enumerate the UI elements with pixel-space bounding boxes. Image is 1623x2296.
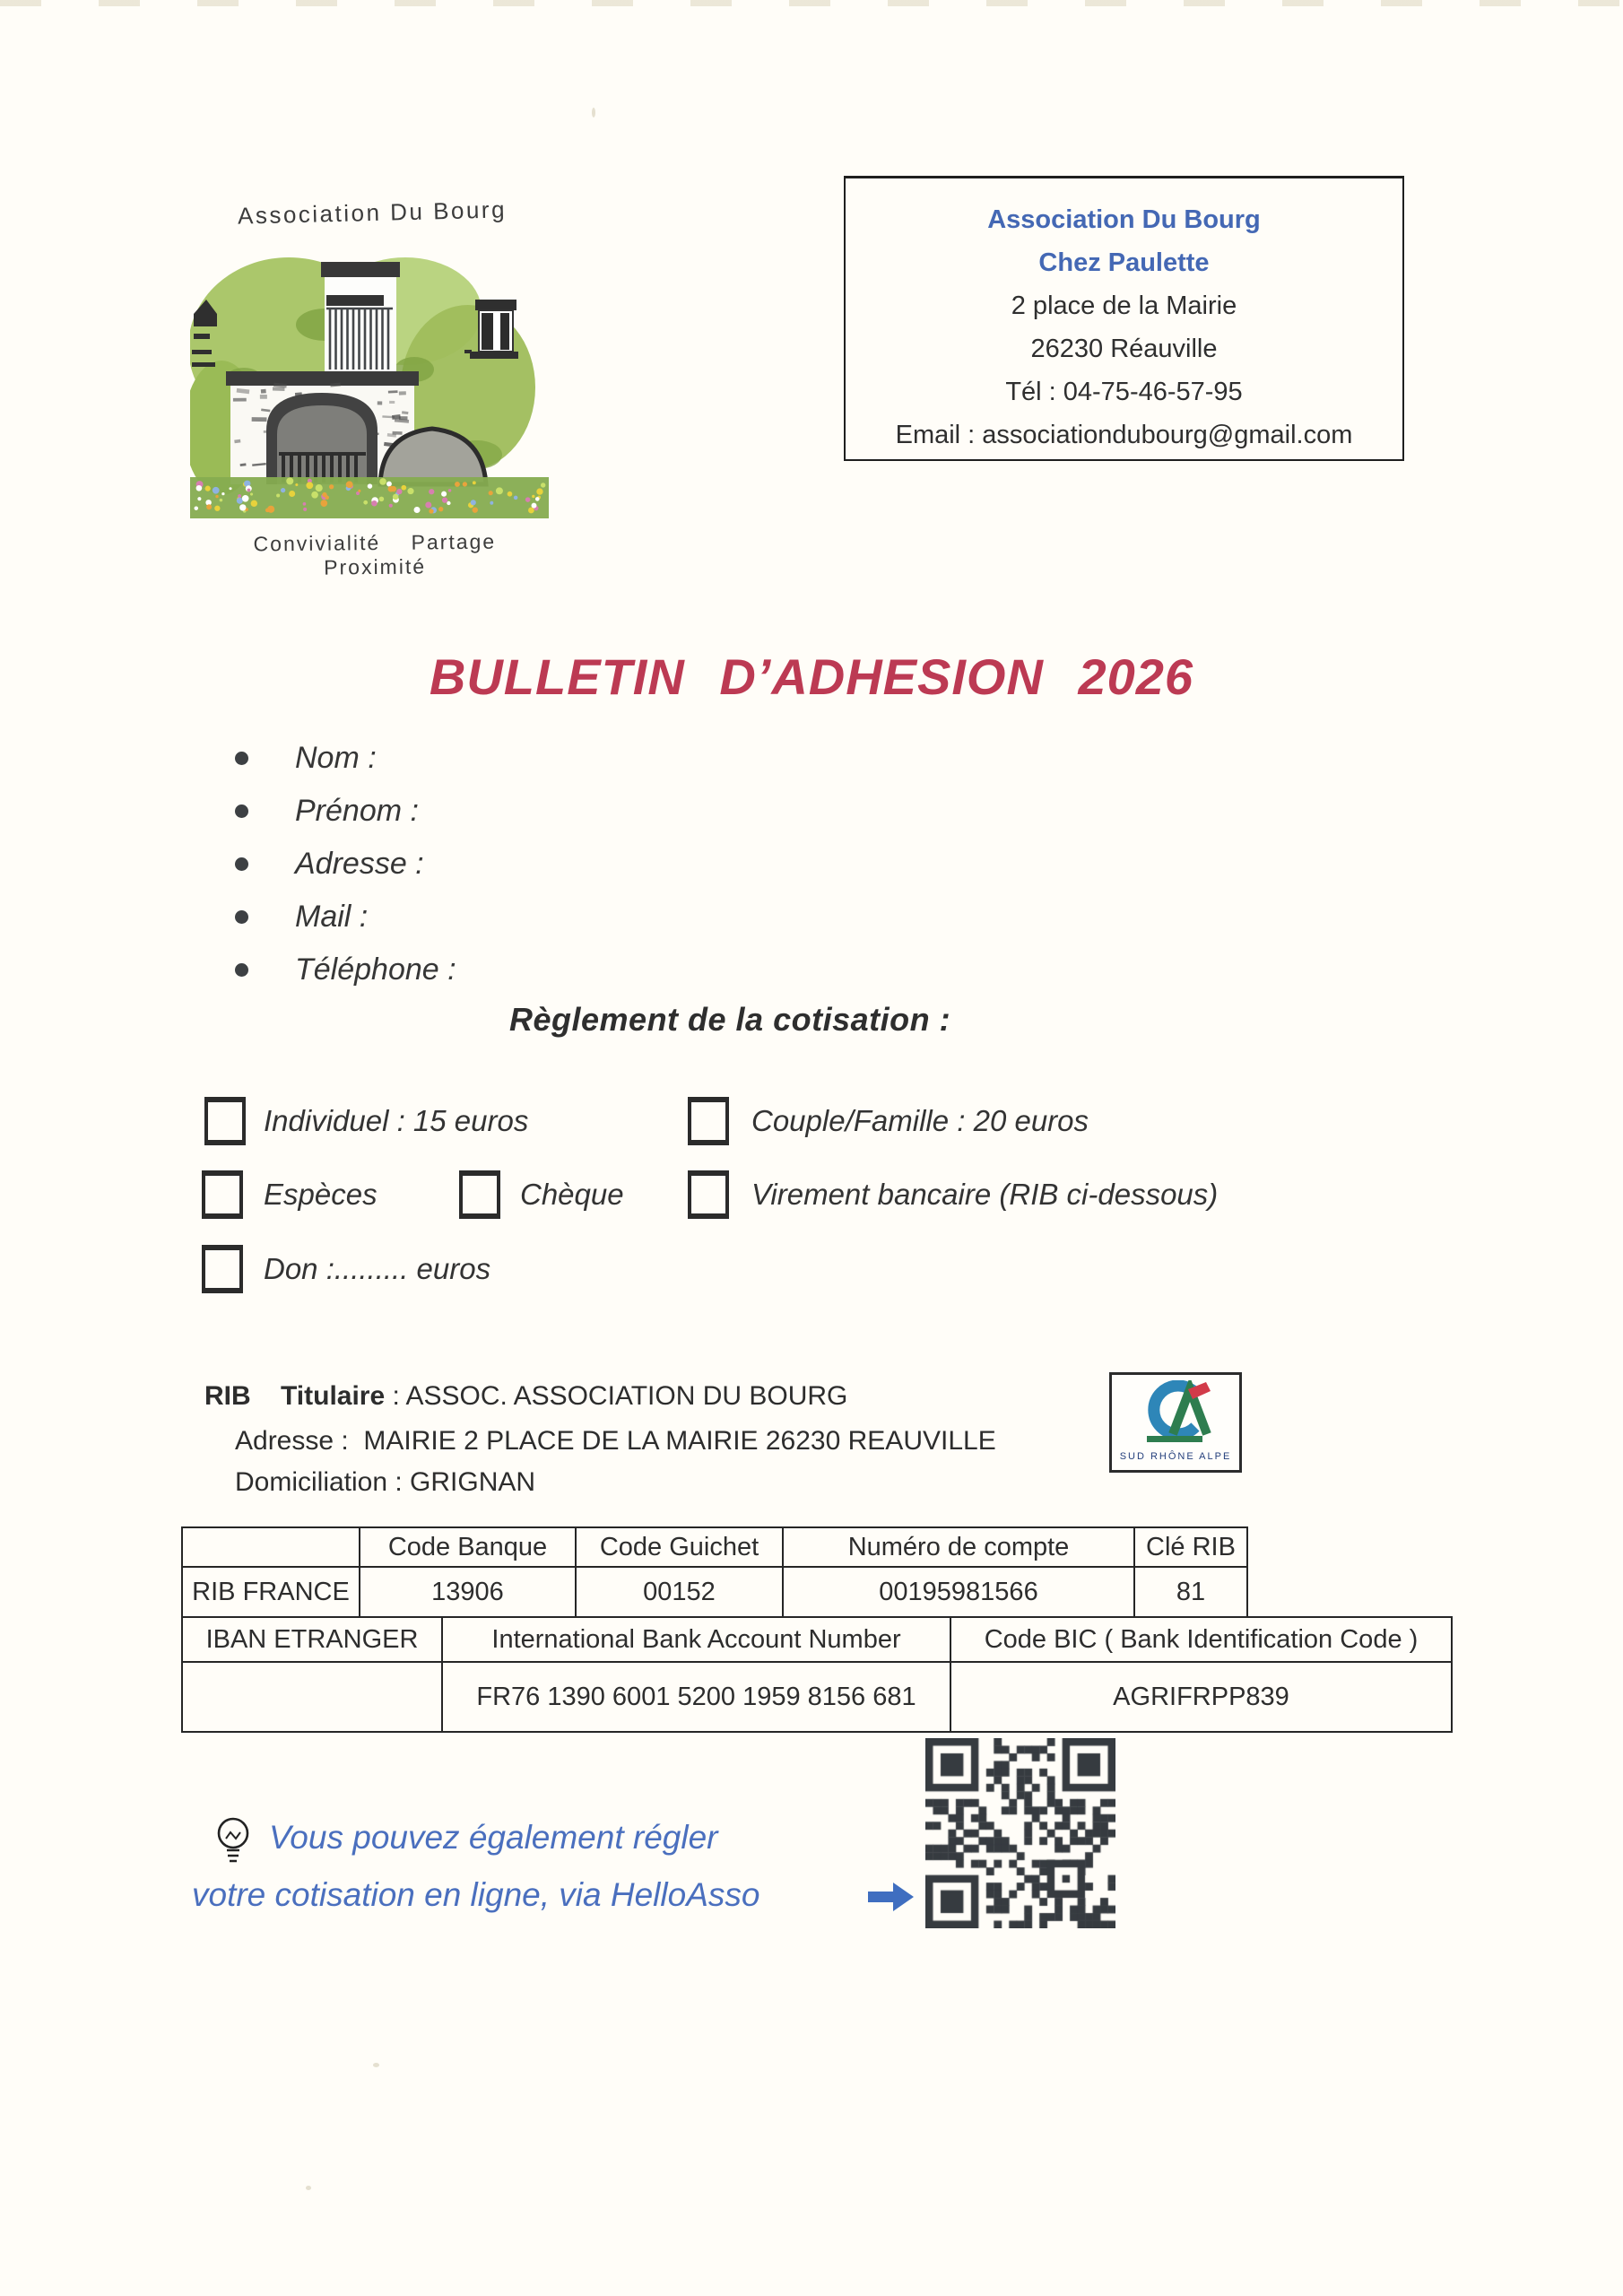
label-virement: Virement bancaire (RIB ci-dessous) bbox=[751, 1178, 1219, 1211]
bullet-icon bbox=[235, 857, 248, 871]
row-label-iban-etranger: IBAN ETRANGER bbox=[182, 1617, 442, 1662]
cell-empty bbox=[182, 1662, 442, 1732]
field-label: Téléphone : bbox=[295, 952, 456, 987]
field-telephone bbox=[235, 944, 456, 996]
col-iban: International Bank Account Number bbox=[442, 1617, 950, 1662]
scan-noise-strip bbox=[0, 0, 1623, 6]
checkbox-cheque bbox=[459, 1170, 500, 1219]
arrow-right-icon bbox=[868, 1882, 915, 1912]
bank-logo-box bbox=[1109, 1372, 1242, 1473]
logo-title: Association Du Bourg bbox=[237, 196, 508, 230]
checkbox-individuel bbox=[204, 1097, 246, 1145]
scan-speck bbox=[306, 2186, 311, 2190]
checkbox-especes bbox=[202, 1170, 243, 1219]
scan-speck bbox=[592, 108, 595, 117]
col-numero-compte: Numéro de compte bbox=[783, 1527, 1134, 1567]
value-iban: FR76 1390 6001 5200 1959 8156 681 bbox=[442, 1662, 950, 1732]
contact-city: 26230 Réauville bbox=[1030, 335, 1218, 363]
contact-care-of: Chez Paulette bbox=[1038, 248, 1210, 277]
field-label: Mail : bbox=[295, 900, 369, 934]
contact-phone: Tél : 04-75-46-57-95 bbox=[1005, 378, 1243, 406]
credit-agricole-icon bbox=[1131, 1380, 1220, 1445]
field-label: Prénom : bbox=[295, 794, 419, 828]
label-especes: Espèces bbox=[264, 1178, 378, 1211]
rib-titulaire-line bbox=[204, 1381, 847, 1412]
label-couple-famille: Couple/Famille : 20 euros bbox=[751, 1104, 1089, 1137]
field-nom bbox=[235, 732, 456, 785]
bullet-icon bbox=[235, 910, 248, 924]
label-individuel: Individuel : 15 euros bbox=[264, 1104, 529, 1137]
contact-box bbox=[844, 176, 1404, 461]
field-label: Adresse : bbox=[295, 847, 424, 881]
helloasso-text-line2: votre cotisation en ligne, via HelloAsso bbox=[192, 1876, 760, 1913]
value-numero-compte: 00195981566 bbox=[783, 1567, 1134, 1617]
checkbox-couple-famille bbox=[688, 1097, 729, 1145]
scan-speck bbox=[373, 2063, 379, 2067]
field-adresse bbox=[235, 838, 456, 891]
row-label-rib-france: RIB FRANCE bbox=[182, 1567, 360, 1617]
contact-association-name: Association Du Bourg bbox=[987, 205, 1261, 234]
contact-email: Email : associationdubourg@gmail.com bbox=[895, 421, 1353, 449]
bank-region-label: SUD RHÔNE ALPE bbox=[1119, 1451, 1232, 1462]
value-code-guichet: 00152 bbox=[576, 1567, 783, 1617]
bullet-icon bbox=[235, 963, 248, 977]
page-title: BULLETIN D’ADHESION 2026 bbox=[429, 648, 1194, 705]
label-cheque: Chèque bbox=[520, 1178, 624, 1211]
iban-table bbox=[181, 1616, 1453, 1733]
value-cle-rib: 81 bbox=[1134, 1567, 1247, 1617]
helloasso-text-line1: Vous pouvez également régler bbox=[269, 1819, 718, 1856]
rib-adresse-line: Adresse : MAIRIE 2 PLACE DE LA MAIRIE 26230 REAUVILLE bbox=[235, 1426, 996, 1456]
value-code-banque: 13906 bbox=[360, 1567, 576, 1617]
bullet-icon bbox=[235, 752, 248, 765]
contact-street: 2 place de la Mairie bbox=[1011, 291, 1237, 320]
field-mail bbox=[235, 891, 456, 944]
label-don: Don :......... euros bbox=[264, 1252, 491, 1285]
rib-titulaire-label: Titulaire bbox=[281, 1381, 386, 1411]
col-code-bic: Code BIC ( Bank Identification Code ) bbox=[950, 1617, 1452, 1662]
member-fields-list bbox=[235, 732, 456, 996]
logo-tagline: Convivialité Partage Proximité bbox=[253, 529, 497, 579]
rib-titulaire-value: : ASSOC. ASSOCIATION DU BOURG bbox=[385, 1381, 848, 1411]
field-label: Nom : bbox=[295, 741, 377, 775]
house-illustration bbox=[190, 244, 549, 529]
lightbulb-icon bbox=[212, 1813, 255, 1876]
cell-empty bbox=[182, 1527, 360, 1567]
checkbox-don bbox=[202, 1245, 243, 1293]
checkbox-virement bbox=[688, 1170, 729, 1219]
rib-france-table bbox=[181, 1526, 1248, 1618]
col-code-guichet: Code Guichet bbox=[576, 1527, 783, 1567]
bullet-icon bbox=[235, 804, 248, 818]
value-bic: AGRIFRPP839 bbox=[950, 1662, 1452, 1732]
reglement-heading: Règlement de la cotisation : bbox=[509, 1001, 951, 1038]
rib-domiciliation-line: Domiciliation : GRIGNAN bbox=[235, 1467, 536, 1497]
rib-label: RIB bbox=[204, 1381, 251, 1411]
qr-code bbox=[925, 1738, 1115, 1928]
col-code-banque: Code Banque bbox=[360, 1527, 576, 1567]
field-prenom bbox=[235, 785, 456, 838]
col-cle-rib: Clé RIB bbox=[1134, 1527, 1247, 1567]
